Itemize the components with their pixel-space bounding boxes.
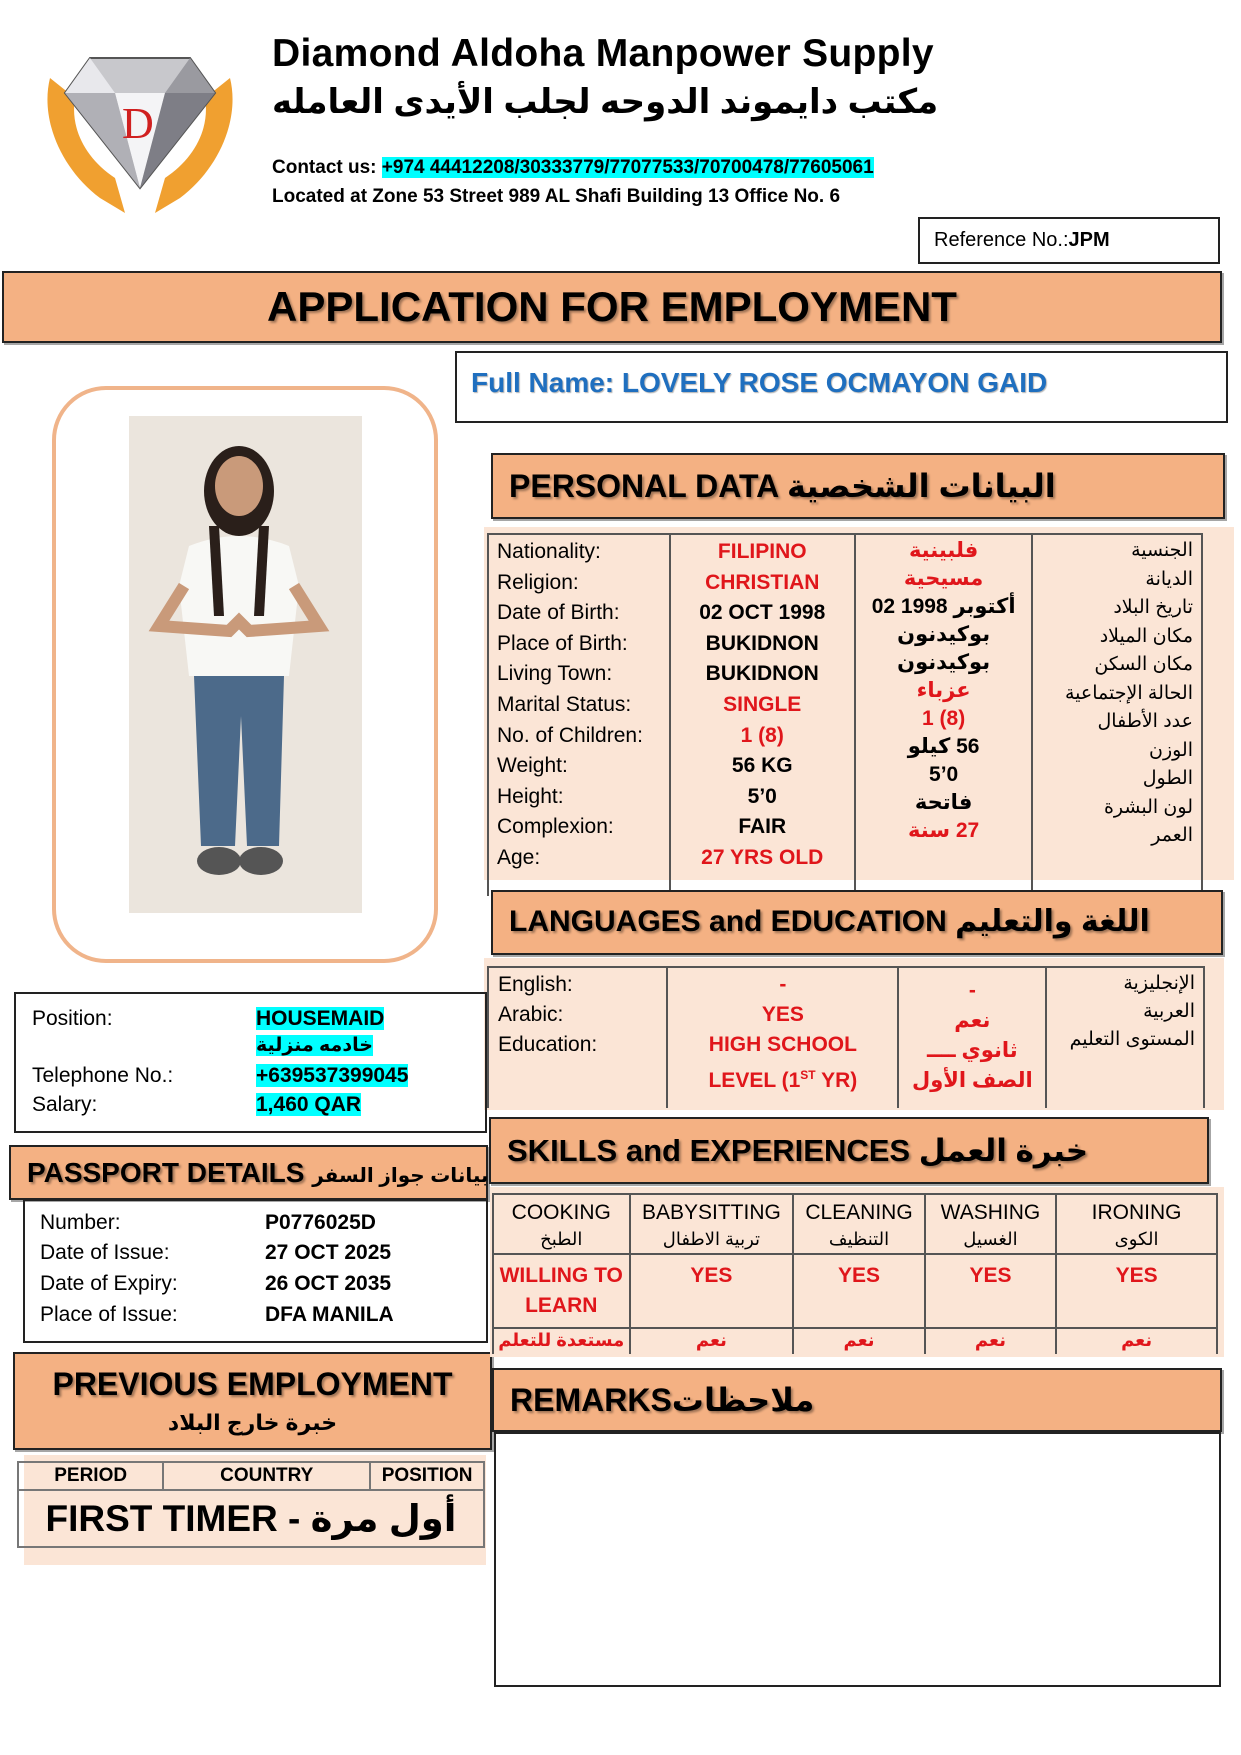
skill-cooking-value: WILLING TO LEARN — [493, 1254, 630, 1328]
languages-title-en: LANGUAGES and EDUCATION — [509, 905, 947, 938]
telephone-label: Telephone No.: — [32, 1064, 174, 1087]
office-address: Located at Zone 53 Street 989 AL Shafi Building 13 Office No. 6 — [272, 186, 841, 207]
value-age: 27 YRS OLD — [701, 845, 824, 869]
remarks-title-en: REMARKS — [510, 1382, 672, 1418]
value-education-2: LEVEL (1ST YR) — [708, 1068, 858, 1092]
place-of-issue-label: Place of Issue: — [40, 1303, 178, 1326]
label-age: Age: — [497, 845, 541, 869]
value-ar-age: 27 سنة — [908, 819, 980, 842]
value-pob: BUKIDNON — [705, 631, 819, 655]
skill-babysitting: BABYSITTING تربية الاطفال — [630, 1194, 794, 1254]
remarks-box — [494, 1432, 1221, 1687]
skill-babysitting-value-ar: نعم — [630, 1328, 794, 1354]
value-ar-education-2: الصف الأول — [911, 1069, 1033, 1092]
company-name-en: Diamond Aldoha Manpower Supply — [272, 32, 934, 75]
label-education: Education: — [498, 1033, 598, 1056]
contact-numbers: +974 44412208/30333779/77077533/70700478/77605061 — [381, 157, 874, 178]
svg-text:D: D — [122, 99, 154, 148]
skill-washing-value: YES — [925, 1254, 1056, 1328]
position-info-box — [14, 992, 487, 1133]
label-arabic: Arabic: — [498, 1003, 564, 1026]
personal-data-table — [487, 533, 1203, 896]
languages-values-column — [667, 967, 898, 1108]
personal-data-title-ar: البيانات الشخصية — [786, 468, 1056, 504]
value-ar-pob: بوكيدنون — [897, 623, 991, 646]
page-title: APPLICATION FOR EMPLOYMENT — [267, 283, 957, 330]
languages-labels-column — [488, 967, 667, 1108]
value-ar-arabic: نعم — [954, 1009, 991, 1032]
place-of-issue-value: DFA MANILA — [265, 1303, 394, 1326]
passport-title-ar: بيانات جواز السفر — [312, 1165, 489, 1187]
value-children: 1 (8) — [740, 723, 784, 747]
value-dob: 02 OCT 1998 — [699, 601, 826, 625]
previous-employment-table — [17, 1461, 485, 1548]
column-period: PERIOD — [18, 1462, 163, 1490]
person-photo-icon — [129, 416, 362, 913]
languages-labels-ar-column — [1046, 967, 1204, 1108]
value-ar-dob: أكتوبر 1998 02 — [871, 595, 1016, 618]
label-pob: Place of Birth: — [497, 631, 628, 655]
telephone-value: +639537399045 — [256, 1064, 409, 1087]
applicant-photo — [129, 416, 362, 913]
position-value: HOUSEMAID — [256, 1007, 385, 1030]
personal-data-title-en: PERSONAL DATA — [509, 468, 779, 504]
value-complexion: FAIR — [738, 815, 787, 839]
skill-cooking-value-ar: مستعدة للتعلم — [493, 1328, 630, 1354]
label-ar-marital-status: الحالة الإجتماعية — [1065, 682, 1193, 704]
value-ar-living-town: بوكيدنون — [897, 651, 991, 674]
expiry-date-value: 26 OCT 2035 — [265, 1272, 392, 1295]
label-english: English: — [498, 973, 573, 996]
passport-title-en: PASSPORT DETAILS — [27, 1157, 305, 1188]
skill-cleaning-value-ar: نعم — [793, 1328, 924, 1354]
label-ar-complexion: لون البشرة — [1103, 796, 1193, 818]
position-label: Position: — [32, 1007, 113, 1030]
skills-table — [492, 1193, 1218, 1354]
skills-header — [489, 1117, 1209, 1184]
label-ar-nationality: الجنسية — [1131, 540, 1193, 561]
passport-header — [9, 1145, 488, 1200]
label-ar-religion: الديانة — [1145, 568, 1193, 590]
value-religion: CHRISTIAN — [705, 570, 820, 594]
salary-label: Salary: — [32, 1093, 98, 1116]
personal-values-ar-column — [855, 534, 1033, 896]
label-children: No. of Children: — [497, 723, 643, 747]
label-marital-status: Marital Status: — [497, 692, 632, 716]
label-nationality: Nationality: — [497, 540, 601, 563]
full-name-label: Full Name: — [471, 367, 622, 398]
personal-labels-ar-column — [1032, 534, 1202, 896]
label-ar-dob: تاريخ البلاد — [1113, 597, 1193, 618]
expiry-date-label: Date of Expiry: — [40, 1272, 178, 1295]
skill-ironing: IRONING الكوى — [1056, 1194, 1217, 1254]
remarks-header — [492, 1368, 1222, 1432]
value-ar-education-1: ثانوي ــــ — [927, 1039, 1018, 1062]
value-ar-english: - — [968, 979, 976, 1002]
label-ar-pob: مكان الميلاد — [1099, 625, 1193, 647]
label-ar-education: المستوى التعليم — [1069, 1029, 1195, 1050]
skill-washing: WASHING الغسيل — [925, 1194, 1056, 1254]
personal-values-column — [670, 534, 855, 896]
value-weight: 56 KG — [731, 754, 793, 778]
personal-labels-column — [488, 534, 670, 896]
issue-date-label: Date of Issue: — [40, 1241, 170, 1264]
company-logo — [30, 38, 250, 216]
label-ar-english: الإنجليزية — [1123, 973, 1195, 994]
label-ar-living-town: مكان السكن — [1094, 654, 1193, 675]
first-timer-value: FIRST TIMER - أول مرة — [18, 1490, 484, 1547]
value-ar-nationality: فلبينية — [908, 539, 979, 562]
position-value-ar: خادمه منزلية — [256, 1035, 373, 1056]
previous-employment-title-ar: خبرة خارج البلاد — [167, 1410, 338, 1435]
column-position: POSITION — [370, 1462, 484, 1490]
reference-box — [918, 217, 1220, 264]
full-name-box — [455, 351, 1228, 423]
label-weight: Weight: — [497, 754, 568, 778]
value-height: 5’0 — [747, 784, 777, 808]
remarks-title-ar: ملاحظات — [671, 1382, 815, 1418]
value-arabic: YES — [761, 1003, 804, 1026]
label-ar-children: عدد الأطفال — [1097, 711, 1193, 732]
label-complexion: Complexion: — [497, 815, 614, 839]
value-ar-children: 1 (8) — [922, 707, 966, 730]
skills-title-ar: خبرة العمل — [918, 1133, 1089, 1168]
passport-number-label: Number: — [40, 1211, 121, 1234]
column-country: COUNTRY — [163, 1462, 370, 1490]
skill-ironing-value-ar: نعم — [1056, 1328, 1217, 1354]
label-living-town: Living Town: — [497, 662, 613, 686]
value-living-town: BUKIDNON — [705, 662, 819, 686]
passport-number-value: P0776025D — [265, 1211, 376, 1234]
previous-employment-header — [13, 1352, 492, 1450]
value-ar-marital-status: عزباء — [916, 679, 971, 702]
skill-ironing-value: YES — [1056, 1254, 1217, 1328]
value-ar-weight: 56 كيلو — [907, 735, 980, 758]
label-religion: Religion: — [497, 570, 579, 594]
contact-label: Contact us: — [272, 157, 382, 178]
skills-title-en: SKILLS and EXPERIENCES — [507, 1133, 911, 1168]
previous-employment-title-en: PREVIOUS EMPLOYMENT — [52, 1366, 453, 1402]
label-dob: Date of Birth: — [497, 601, 620, 625]
languages-education-header — [491, 890, 1223, 955]
value-nationality: FILIPINO — [717, 540, 807, 563]
value-education-1: HIGH SCHOOL — [708, 1033, 857, 1056]
label-height: Height: — [497, 784, 564, 808]
languages-title-ar: اللغة والتعليم — [955, 905, 1150, 938]
reference-value: JPM — [1068, 229, 1110, 251]
label-ar-age: العمر — [1151, 825, 1193, 846]
company-name-ar: مكتب دايموند الدوحه لجلب الأيدى العامله — [272, 83, 939, 121]
skill-cleaning: CLEANING التنظيف — [793, 1194, 924, 1254]
contact-line — [272, 157, 874, 179]
issue-date-value: 27 OCT 2025 — [265, 1241, 392, 1264]
value-marital-status: SINGLE — [723, 692, 802, 716]
full-name-value: LOVELY ROSE OCMAYON GAID — [621, 367, 1048, 398]
salary-value: 1,460 QAR — [256, 1093, 362, 1116]
languages-table — [487, 966, 1205, 1108]
label-ar-arabic: العربية — [1143, 1001, 1195, 1022]
value-ar-religion: مسيحية — [903, 567, 984, 590]
skill-washing-value-ar: نعم — [925, 1328, 1056, 1354]
diamond-hands-logo-icon — [30, 38, 250, 216]
label-ar-height: الطول — [1142, 768, 1193, 789]
skill-babysitting-value: YES — [630, 1254, 794, 1328]
languages-values-ar-column — [898, 967, 1046, 1108]
label-ar-weight: الوزن — [1148, 739, 1193, 761]
skill-cleaning-value: YES — [793, 1254, 924, 1328]
value-ar-height: 5’0 — [929, 763, 959, 786]
skill-cooking: COOKING الطبخ — [493, 1194, 630, 1254]
value-english: - — [779, 973, 787, 996]
passport-details-box — [23, 1199, 488, 1343]
page-title-bar — [2, 271, 1222, 343]
value-ar-complexion: فاتحة — [914, 791, 973, 814]
reference-label: Reference No.: — [934, 229, 1069, 251]
personal-data-header — [491, 453, 1225, 519]
